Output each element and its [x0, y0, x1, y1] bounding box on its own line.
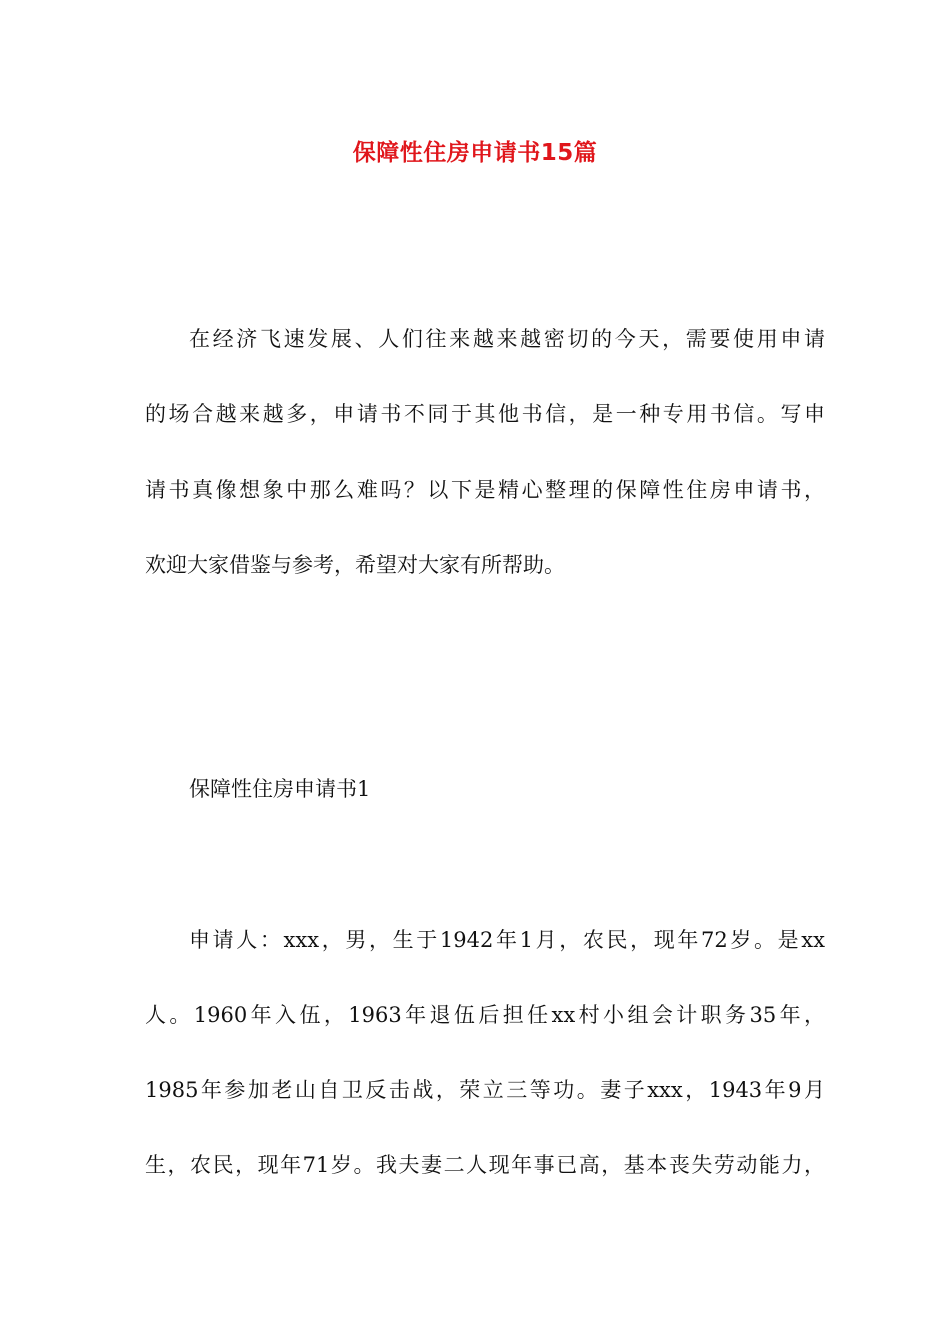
document-title: 保障性住房申请书15篇 — [352, 140, 598, 166]
body-line: 生，农民，现年71岁。我夫妻二人现年事已高，基本丧失劳动能力， — [145, 1153, 825, 1177]
intro-line: 在经济飞速发展、人们往来越来越密切的今天，需要使用申请 — [189, 327, 825, 351]
intro-line: 请书真像想象中那么难吗？以下是精心整理的保障性住房申请书， — [145, 478, 825, 502]
intro-line: 欢迎大家借鉴与参考，希望对大家有所帮助。 — [145, 553, 565, 577]
body-line: 申请人：xxx，男，生于1942年1月，农民，现年72岁。是xx — [189, 928, 825, 952]
intro-line: 的场合越来越多，申请书不同于其他书信，是一种专用书信。写申 — [145, 402, 825, 426]
body-line: 1985年参加老山自卫反击战，荣立三等功。妻子xxx，1943年9月 — [145, 1078, 825, 1102]
section-heading: 保障性住房申请书1 — [189, 777, 371, 801]
body-line: 人。1960年入伍，1963年退伍后担任xx村小组会计职务35年， — [145, 1003, 825, 1027]
